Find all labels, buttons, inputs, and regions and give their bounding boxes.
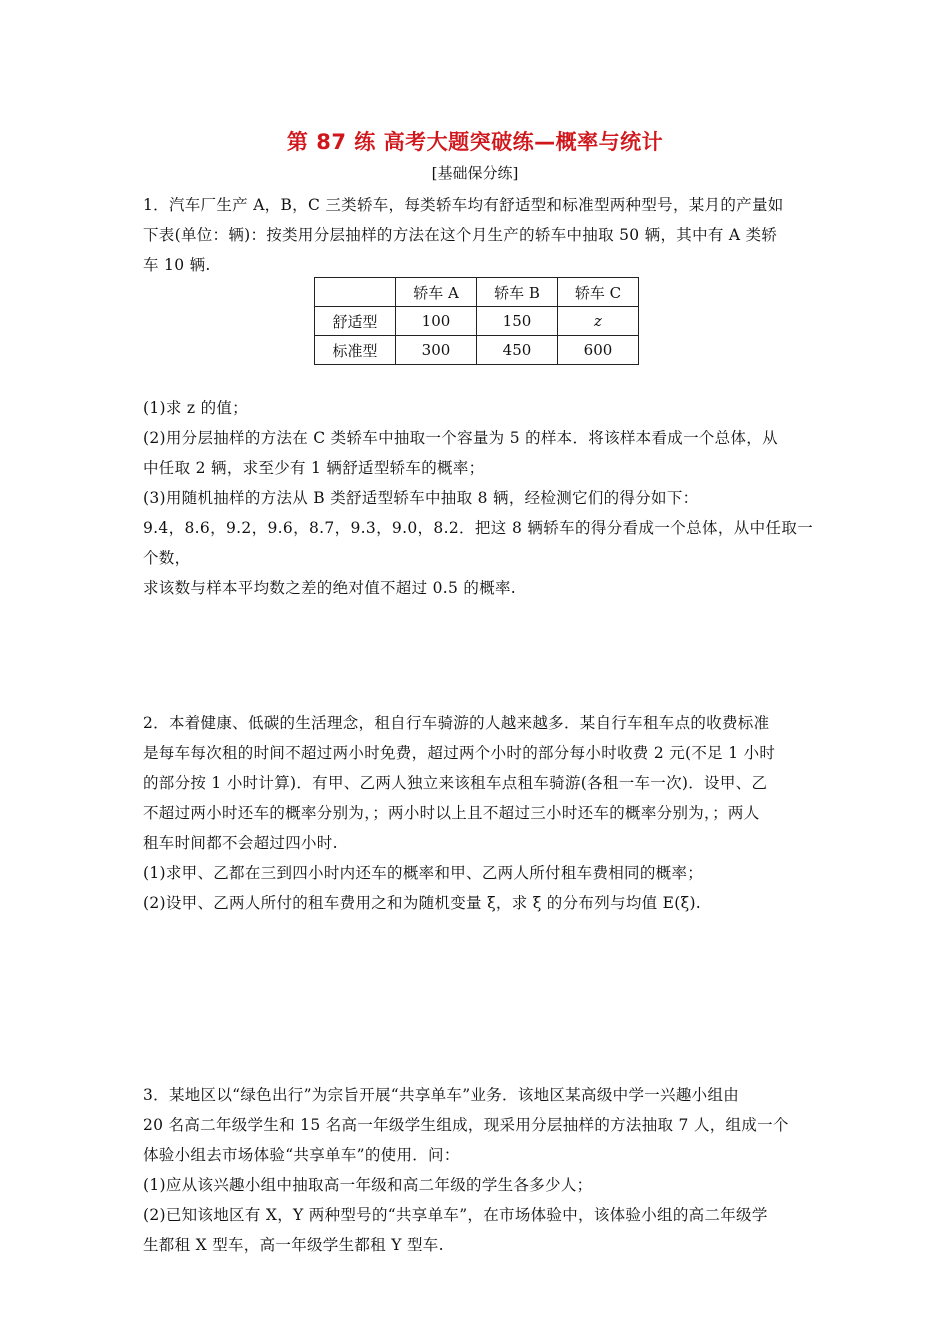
table-cell: 标准型	[315, 336, 396, 365]
table-header-cell: 轿车 C	[558, 278, 639, 307]
q2-line: (2)设甲、乙两人所付的租车费用之和为随机变量 ξ，求 ξ 的分布列与均值 E(ξ).	[143, 894, 702, 912]
table-header-cell: 轿车 A	[396, 278, 477, 307]
q1-line: 车 10 辆.	[143, 256, 211, 274]
table-header-cell: 轿车 B	[477, 278, 558, 307]
q2-line: 的部分按 1 小时计算)．有甲、乙两人独立来该租车点租车骑游(各租一车一次)．设甲、乙	[143, 774, 768, 792]
question-1-parts	[143, 393, 813, 603]
q1-part: 中任取 2 辆，求至少有 1 辆舒适型轿车的概率；	[143, 459, 485, 477]
question-2	[143, 708, 813, 918]
table-row	[315, 307, 639, 336]
table-header-cell	[315, 278, 396, 307]
table-header-row	[315, 278, 639, 307]
q1-line: 下表(单位：辆)：按类用分层抽样的方法在这个月生产的轿车中抽取 50 辆，其中有 A 类轿	[143, 226, 778, 244]
table-cell: 450	[477, 336, 558, 365]
table-cell: 150	[477, 307, 558, 336]
page-title: 第 87 练 高考大题突破练—概率与统计	[286, 130, 664, 154]
q1-line: 1．汽车厂生产 A，B，C 三类轿车，每类轿车均有舒适型和标准型两种型号，某月的产量如	[143, 196, 784, 214]
q2-line: (1)求甲、乙都在三到四小时内还车的概率和甲、乙两人所付租车费相同的概率；	[143, 864, 704, 882]
q1-part: 求该数与样本平均数之差的绝对值不超过 0.5 的概率.	[143, 579, 517, 597]
q1-part: (2)用分层抽样的方法在 C 类轿车中抽取一个容量为 5 的样本．将该样本看成一个总体，从	[143, 429, 778, 447]
q1-part: (1)求 z 的值；	[143, 399, 248, 417]
q2-line: 租车时间都不会超过四小时.	[143, 834, 338, 852]
q3-line: (1)应从该兴趣小组中抽取高一年级和高二年级的学生各多少人；	[143, 1176, 593, 1194]
q2-line: 不超过两小时还车的概率分别为，；两小时以上且不超过三小时还车的概率分别为，；两人	[143, 804, 760, 822]
table-cell: z	[558, 307, 639, 336]
q2-line: 是每车每次租的时间不超过两小时免费，超过两个小时的部分每小时收费 2 元(不足 1 小时	[143, 744, 776, 762]
q3-line: 生都租 X 型车，高一年级学生都租 Y 型车.	[143, 1236, 444, 1254]
q1-part: (3)用随机抽样的方法从 B 类舒适型轿车中抽取 8 辆，经检测它们的得分如下：	[143, 489, 699, 507]
table-cell: 300	[396, 336, 477, 365]
question-3	[143, 1080, 813, 1260]
q3-line: 体验小组去市场体验“共享单车”的使用．问：	[143, 1146, 460, 1164]
q3-line: 20 名高二年级学生和 15 名高一年级学生组成，现采用分层抽样的方法抽取 7 人，组成一个	[143, 1116, 789, 1134]
table-cell: 100	[396, 307, 477, 336]
q1-part: 9.4，8.6，9.2，9.6，8.7，9.3，9.0，8.2．把这 8 辆轿车的得分看成一个总体，从中任取一个数，	[143, 519, 813, 567]
q3-line: (2)已知该地区有 X，Y 两种型号的“共享单车”，在市场体验中，该体验小组的高二年级学	[143, 1206, 768, 1224]
q3-line: 3．某地区以“绿色出行”为宗旨开展“共享单车”业务．该地区某高级中学一兴趣小组由	[143, 1086, 740, 1104]
production-table	[314, 277, 639, 365]
q2-line: 2．本着健康、低碳的生活理念，租自行车骑游的人越来越多．某自行车租车点的收费标准	[143, 714, 770, 732]
question-1-stem	[143, 190, 813, 280]
section-subtitle: [基础保分练]	[431, 164, 519, 182]
table-row	[315, 336, 639, 365]
table-cell: 600	[558, 336, 639, 365]
table-cell: 舒适型	[315, 307, 396, 336]
